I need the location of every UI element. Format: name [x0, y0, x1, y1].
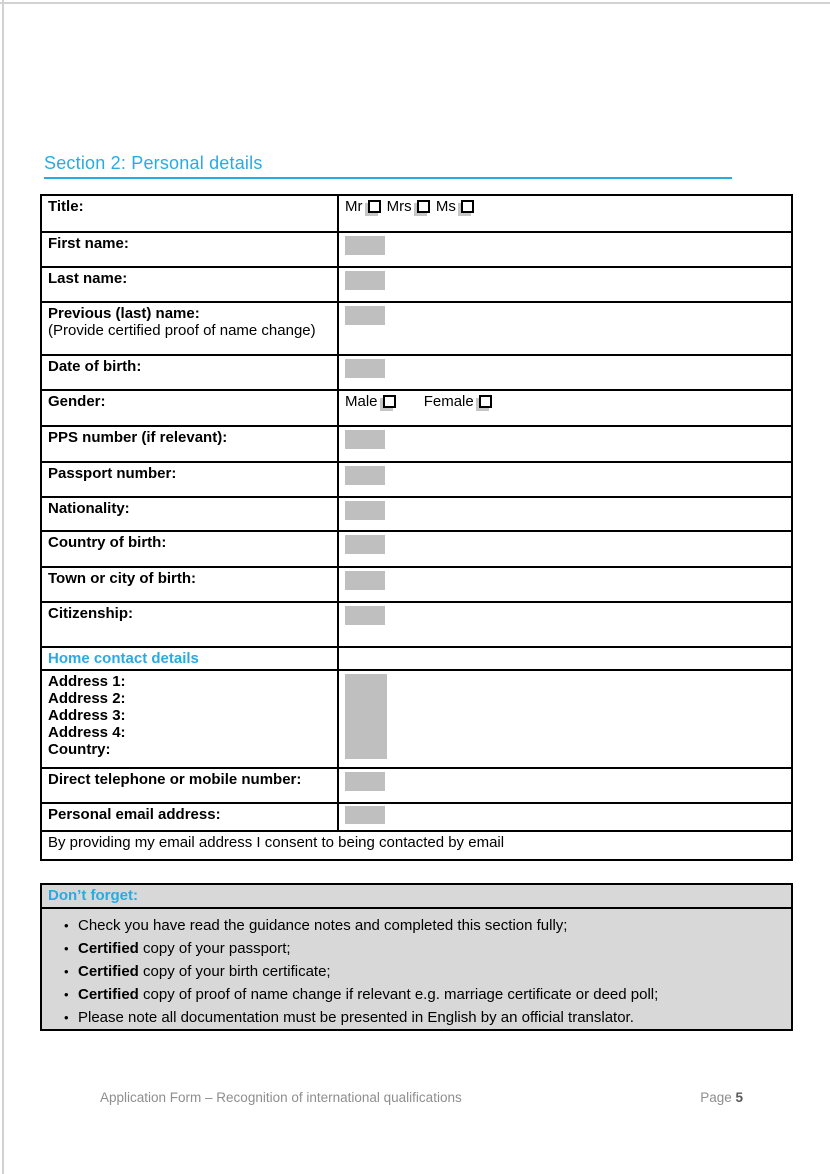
- title-option-mrs-label: Mrs: [386, 198, 412, 215]
- previous-name-input[interactable]: [345, 306, 385, 325]
- footer-page-label: Page: [700, 1090, 736, 1105]
- footer-document-title: Application Form – Recognition of international qualifications: [100, 1090, 462, 1105]
- date-of-birth-input[interactable]: [345, 359, 385, 378]
- table-row-passport-number: [41, 462, 792, 497]
- footer-page-indicator: [700, 1090, 743, 1105]
- bullet-icon: •: [64, 941, 69, 956]
- table-row-title: [41, 195, 792, 232]
- bullet-icon: •: [64, 1010, 69, 1025]
- personal-details-table: [40, 194, 793, 861]
- page-edge-left: [2, 0, 4, 1174]
- table-row-first-name: [41, 232, 792, 267]
- table-row-gender: [41, 390, 792, 426]
- bullet-icon: •: [64, 964, 69, 979]
- title-option-mr-label: Mr: [345, 198, 363, 215]
- table-row-pps-number: [41, 426, 792, 462]
- checkbox-female[interactable]: [479, 395, 492, 408]
- field-label-citizenship: Citizenship:: [41, 602, 338, 647]
- table-row-country-of-birth: [41, 531, 792, 567]
- section-title: Section 2: Personal details: [44, 153, 732, 179]
- field-label-email: Personal email address:: [41, 803, 338, 831]
- field-label-country-of-birth: Country of birth:: [41, 531, 338, 567]
- table-row-address: [41, 670, 792, 768]
- pps-number-input[interactable]: [345, 430, 385, 449]
- field-label-gender: Gender:: [41, 390, 338, 426]
- field-label-town-of-birth: Town or city of birth:: [41, 567, 338, 602]
- table-row-phone: [41, 768, 792, 803]
- footer-page-number: 5: [735, 1090, 743, 1105]
- checkbox-mrs[interactable]: [417, 200, 430, 213]
- table-row-previous-name: [41, 302, 792, 355]
- field-label-pps-number: PPS number (if relevant):: [41, 426, 338, 462]
- table-row-home-contact-heading: [41, 647, 792, 670]
- address-line-4-label: Address 4:: [48, 724, 126, 741]
- phone-input[interactable]: [345, 772, 385, 791]
- dont-forget-heading: Don’t forget:: [42, 885, 791, 909]
- bullet-icon: •: [64, 987, 69, 1002]
- field-label-title: Title:: [41, 195, 338, 232]
- field-label-nationality: Nationality:: [41, 497, 338, 531]
- address-line-2-label: Address 2:: [48, 690, 126, 707]
- citizenship-input[interactable]: [345, 606, 385, 625]
- home-contact-heading: Home contact details: [41, 647, 338, 670]
- passport-number-input[interactable]: [345, 466, 385, 485]
- checkbox-ms[interactable]: [461, 200, 474, 213]
- field-label-date-of-birth: Date of birth:: [41, 355, 338, 390]
- table-row-citizenship: [41, 602, 792, 647]
- country-of-birth-input[interactable]: [345, 535, 385, 554]
- field-label-passport-number: Passport number:: [41, 462, 338, 497]
- address-country-label: Country:: [48, 741, 111, 758]
- table-row-last-name: [41, 267, 792, 302]
- field-label-first-name: First name:: [41, 232, 338, 267]
- table-row-town-of-birth: [41, 567, 792, 602]
- gender-option-female-label: Female: [423, 393, 474, 410]
- email-consent-note: By providing my email address I consent to being contacted by email: [41, 831, 792, 860]
- field-label-last-name: Last name:: [41, 267, 338, 302]
- field-label-address: [41, 670, 338, 768]
- first-name-input[interactable]: [345, 236, 385, 255]
- previous-name-label: Previous (last) name:: [48, 305, 200, 322]
- table-row-nationality: [41, 497, 792, 531]
- town-of-birth-input[interactable]: [345, 571, 385, 590]
- bullet-icon: •: [64, 918, 69, 933]
- table-row-email: [41, 803, 792, 831]
- page-footer: [0, 1090, 830, 1105]
- table-row-email-consent: [41, 831, 792, 860]
- email-input[interactable]: [345, 806, 385, 824]
- list-item: • Certified copy of proof of name change if relevant e.g. marriage certificate or deed poll;: [64, 986, 659, 1003]
- field-label-phone: Direct telephone or mobile number:: [41, 768, 338, 803]
- field-label-previous-name: [41, 302, 338, 355]
- address-line-1-label: Address 1:: [48, 673, 126, 690]
- checkbox-mr[interactable]: [368, 200, 381, 213]
- previous-name-sublabel: (Provide certified proof of name change): [48, 322, 316, 339]
- dont-forget-list: [42, 909, 791, 1027]
- page-edge-top: [0, 2, 830, 4]
- table-row-date-of-birth: [41, 355, 792, 390]
- address-input[interactable]: [345, 674, 387, 759]
- list-item: • Certified copy of your passport;: [64, 940, 291, 957]
- list-item: • Certified copy of your birth certificate;: [64, 963, 331, 980]
- gender-option-male-label: Male: [345, 393, 378, 410]
- address-line-3-label: Address 3:: [48, 707, 126, 724]
- last-name-input[interactable]: [345, 271, 385, 290]
- list-item: • Please note all documentation must be presented in English by an official translator.: [64, 1009, 634, 1026]
- checkbox-male[interactable]: [383, 395, 396, 408]
- dont-forget-box: [40, 883, 793, 1031]
- nationality-input[interactable]: [345, 501, 385, 520]
- title-option-ms-label: Ms: [435, 198, 456, 215]
- list-item: • Check you have read the guidance notes and completed this section fully;: [64, 917, 568, 934]
